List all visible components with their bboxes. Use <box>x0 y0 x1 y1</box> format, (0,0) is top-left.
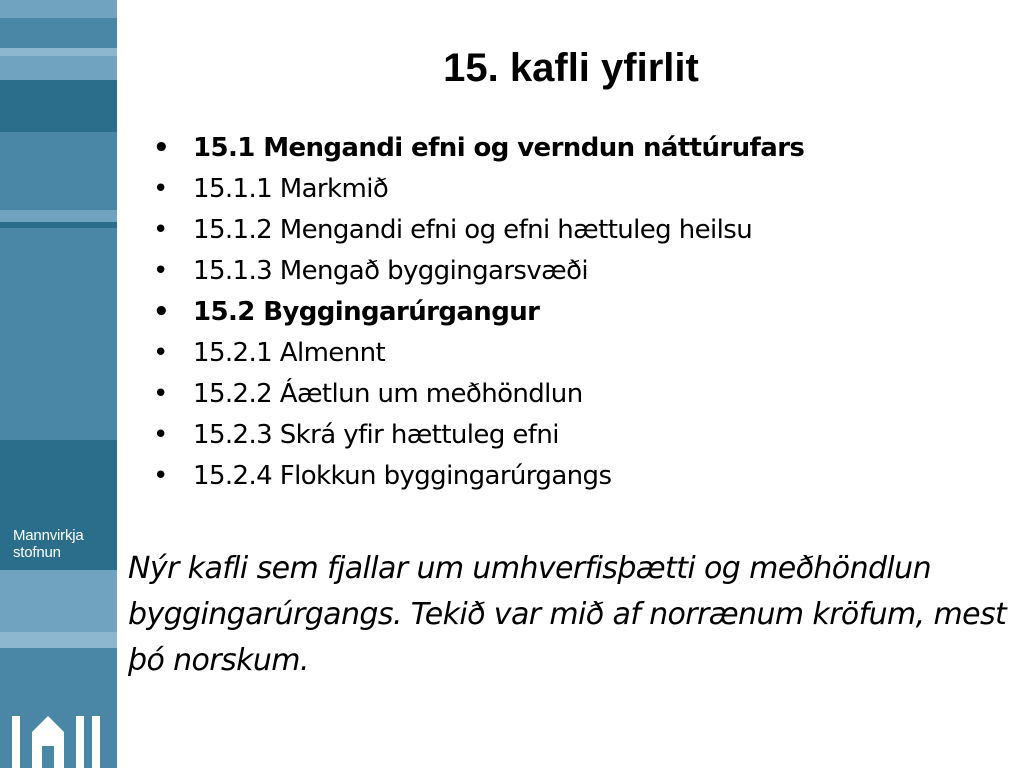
list-item <box>153 169 804 210</box>
bullet-icon: • <box>153 379 168 409</box>
bullet-icon: • <box>153 174 168 204</box>
list-item <box>153 292 804 333</box>
bullet-icon: • <box>153 297 170 327</box>
sidebar-band <box>0 56 117 80</box>
sidebar-band <box>0 48 117 56</box>
logo-line-1: Mannvirkja <box>13 527 84 544</box>
list-item-text: 15.1.2 Mengandi efni og efni hættuleg heilsu <box>193 215 753 245</box>
sidebar <box>0 0 117 768</box>
logo-text <box>13 527 84 561</box>
list-item-text: 15.2.1 Almennt <box>193 338 386 368</box>
bullet-icon: • <box>153 338 168 368</box>
list-item <box>153 456 804 497</box>
summary-text: Nýr kafli sem fjallar um umhverfisþætti og meðhöndlun byggingarúrgangs. Tekið var mið af norrænum kröfum, mest þó norskum. <box>128 551 1007 678</box>
list-item <box>153 251 804 292</box>
sidebar-band <box>0 132 117 210</box>
list-item <box>153 415 804 456</box>
list-item <box>153 128 804 169</box>
list-item-text: 15.2 Byggingarúrgangur <box>193 297 540 327</box>
sidebar-band <box>0 18 117 48</box>
slide-title: 15. kafli yfirlit <box>443 46 699 90</box>
sidebar-band <box>0 0 117 18</box>
topic-list <box>153 128 804 497</box>
sidebar-band <box>0 570 117 632</box>
list-item <box>153 374 804 415</box>
logo-icon <box>10 712 106 768</box>
list-item <box>153 333 804 374</box>
sidebar-band <box>0 632 117 648</box>
sidebar-band <box>0 228 117 440</box>
sidebar-band <box>0 210 117 222</box>
list-item-text: 15.2.4 Flokkun byggingarúrgangs <box>193 461 612 491</box>
bullet-icon: • <box>153 420 168 450</box>
list-item-text: 15.1 Mengandi efni og verndun náttúrufars <box>193 133 805 163</box>
bullet-icon: • <box>153 215 168 245</box>
list-item-text: 15.2.3 Skrá yfir hættuleg efni <box>193 420 559 450</box>
list-item-text: 15.1.1 Markmið <box>193 174 389 204</box>
bullet-icon: • <box>153 256 168 286</box>
sidebar-band <box>0 80 117 132</box>
bullet-icon: • <box>153 461 168 491</box>
list-item-text: 15.2.2 Áætlun um meðhöndlun <box>193 379 583 409</box>
bullet-icon: • <box>153 133 170 163</box>
list-item <box>153 210 804 251</box>
list-item-text: 15.1.3 Mengað byggingarsvæði <box>193 256 588 286</box>
logo-line-2: stofnun <box>13 544 61 561</box>
